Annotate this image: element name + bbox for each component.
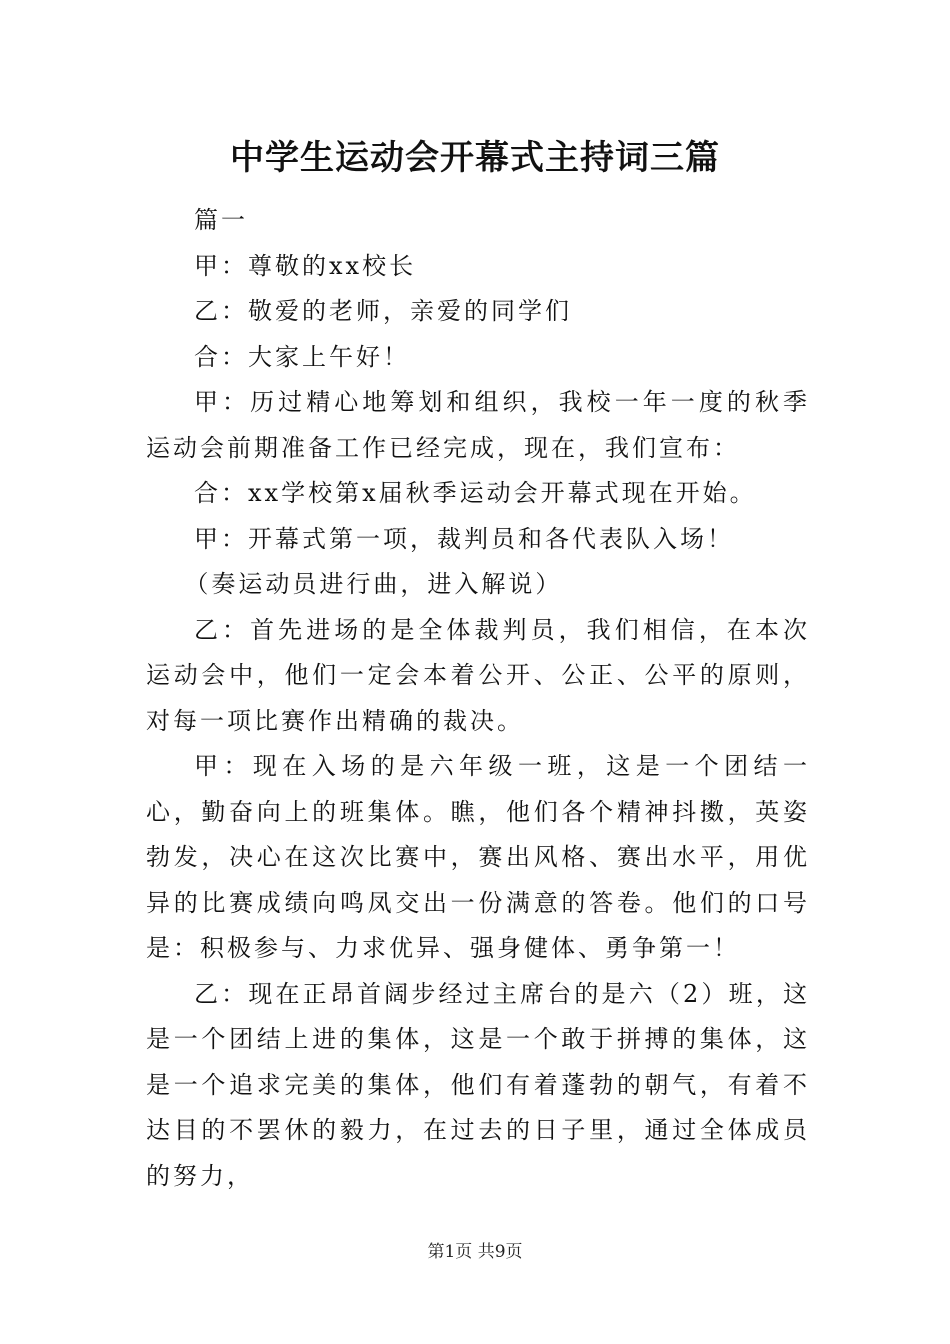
paragraph: 乙：首先进场的是全体裁判员，我们相信，在本次运动会中，他们一定会本着公开、公正、公平的原则，对每一项比赛作出精确的裁决。 — [146, 615, 810, 735]
paragraph: 甲：现在入场的是六年级一班，这是一个团结一心，勤奋向上的班集体。瞧，他们各个精神抖擞，英姿勃发，决心在这次比赛中，赛出风格、赛出水平，用优异的比赛成绩向鸣凤交出一份满意的答卷。他们的口号是：积极参与、力求优异、强身健体、勇争第一！ — [146, 752, 810, 962]
page-number-footer: 第1页 共9页 — [427, 1242, 523, 1262]
paragraph: 甲：尊敬的xx校长 — [194, 251, 417, 280]
paragraph: 合：xx学校第x届秋季运动会开幕式现在开始。 — [194, 479, 757, 507]
paragraph: 甲：开幕式第一项，裁判员和各代表队入场！ — [194, 524, 734, 553]
paragraph-section-heading: 篇一 — [194, 206, 248, 234]
paragraph: 甲：历过精心地筹划和组织，我校一年一度的秋季运动会前期准备工作已经完成，现在，我们宣布： — [146, 388, 810, 462]
paragraph: 合：大家上午好！ — [194, 342, 410, 371]
paragraph-stage-direction: （奏运动员进行曲，进入解说） — [184, 570, 563, 598]
document-title: 中学生运动会开幕式主持词三篇 — [230, 138, 720, 178]
paragraph: 乙：敬爱的老师，亲爱的同学们 — [194, 297, 572, 325]
document-body — [146, 198, 810, 1199]
paragraph: 乙：现在正昂首阔步经过主席台的是六（2）班，这是一个团结上进的集体，这是一个敢于拼搏的集体，这是一个追求完美的集体，他们有着蓬勃的朝气，有着不达目的不罢休的毅力，在过去的日子里，通过全体成员的努力， — [146, 979, 810, 1190]
